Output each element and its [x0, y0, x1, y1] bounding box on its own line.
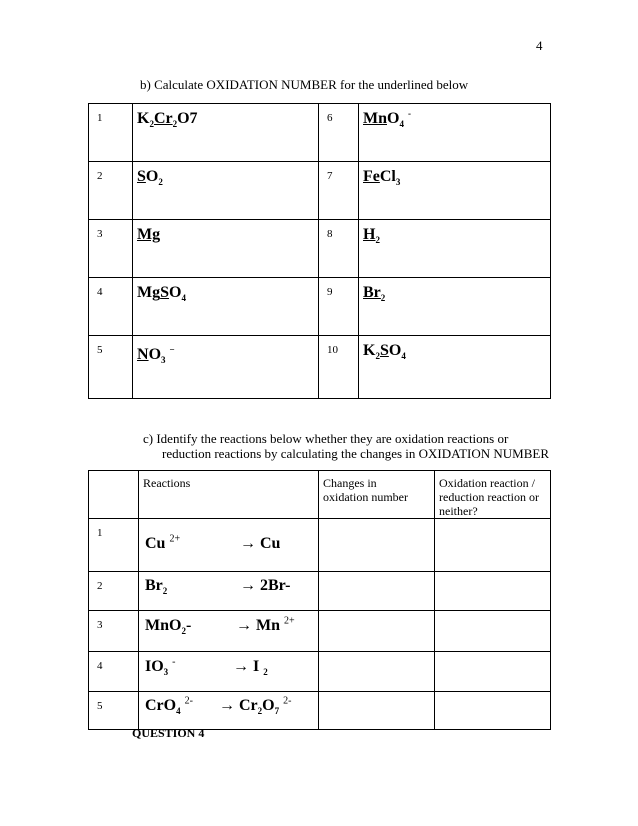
type-answer-cell[interactable] [435, 692, 551, 730]
formula-mg: Mg [133, 220, 319, 278]
type-answer-cell[interactable] [435, 652, 551, 692]
formula-mgso4: MgSO$_4$ [133, 278, 319, 336]
section-c-instruction-line2: reduction reactions by calculating the changes in OXIDATION NUMBER [162, 446, 550, 461]
formula-so2: $SO_2$ [133, 162, 319, 220]
formula-k2so4: $K_2SO_4$ [359, 336, 551, 399]
table-row [89, 336, 551, 399]
table-row [89, 652, 551, 692]
reaction-cell [139, 611, 319, 652]
formula-mno4: MnO$_4$ - [359, 104, 551, 162]
reactant: CrO$_4$ $^{2-}$ [145, 695, 193, 717]
row-number: 3 [89, 220, 133, 278]
reaction-cell [139, 519, 319, 572]
page-number: 4 [536, 38, 543, 53]
question-4-heading: QUESTION 4 [132, 726, 205, 740]
changes-answer-cell[interactable] [319, 611, 435, 652]
product: → Cu [240, 535, 281, 552]
row-number: 10 [319, 336, 359, 399]
changes-answer-cell[interactable] [319, 652, 435, 692]
product: → Mn $^{2+}$ [236, 615, 295, 634]
row-number: 2 [89, 572, 139, 611]
changes-answer-cell[interactable] [319, 572, 435, 611]
row-number: 4 [89, 652, 139, 692]
row-number: 4 [89, 278, 133, 336]
header-reactions: Reactions [139, 471, 319, 519]
section-b-instruction: b) Calculate OXIDATION NUMBER for the underlined below [140, 77, 469, 92]
table-row [89, 162, 551, 220]
row-number: 6 [319, 104, 359, 162]
type-answer-cell[interactable] [435, 572, 551, 611]
reactant: $IO_3$ - [145, 656, 176, 678]
table-row [89, 220, 551, 278]
formula-no3: $NO_3$ − [133, 336, 319, 399]
product: → 2Br- [240, 577, 291, 594]
reactant: MnO$_2$- [145, 617, 192, 637]
formula-fecl3: FeCl$_3$ [359, 162, 551, 220]
section-c-instruction-line1: c) Identify the reactions below whether they are oxidation reactions or [143, 431, 509, 446]
type-answer-cell[interactable] [435, 519, 551, 572]
row-number: 1 [89, 104, 133, 162]
type-answer-cell[interactable] [435, 611, 551, 652]
row-number: 1 [89, 519, 139, 572]
table-row [89, 572, 551, 611]
changes-answer-cell[interactable] [319, 519, 435, 572]
reaction-cell [139, 572, 319, 611]
row-number: 7 [319, 162, 359, 220]
reaction-cell [139, 692, 319, 730]
table-row [89, 104, 551, 162]
header-reaction-type: Oxidation reaction / reduction reaction or neither? [435, 471, 551, 519]
row-number: 5 [89, 336, 133, 399]
reactant: Cu $^{2+}$ [145, 533, 181, 552]
table-row [89, 519, 551, 572]
table-row [89, 278, 551, 336]
formula-k2cr2o7: $K_2Cr_2O7$ [133, 104, 319, 162]
reaction-cell [139, 652, 319, 692]
row-number: 3 [89, 611, 139, 652]
row-number: 9 [319, 278, 359, 336]
formula-h2: $H_2$ [359, 220, 551, 278]
oxidation-number-table [88, 103, 551, 399]
row-number: 5 [89, 692, 139, 730]
reactant: $Br_2$ [145, 577, 168, 597]
table-row [89, 692, 551, 730]
table-header-row [89, 471, 551, 519]
table-row [89, 611, 551, 652]
product: → I $_2$ [233, 658, 268, 678]
product: → $Cr_2O_7$ $^{2-}$ [219, 695, 292, 717]
header-changes: Changes in oxidation number [319, 471, 435, 519]
row-number: 8 [319, 220, 359, 278]
changes-answer-cell[interactable] [319, 692, 435, 730]
reactions-table [88, 470, 551, 730]
row-number: 2 [89, 162, 133, 220]
formula-br2: $Br_2$ [359, 278, 551, 336]
